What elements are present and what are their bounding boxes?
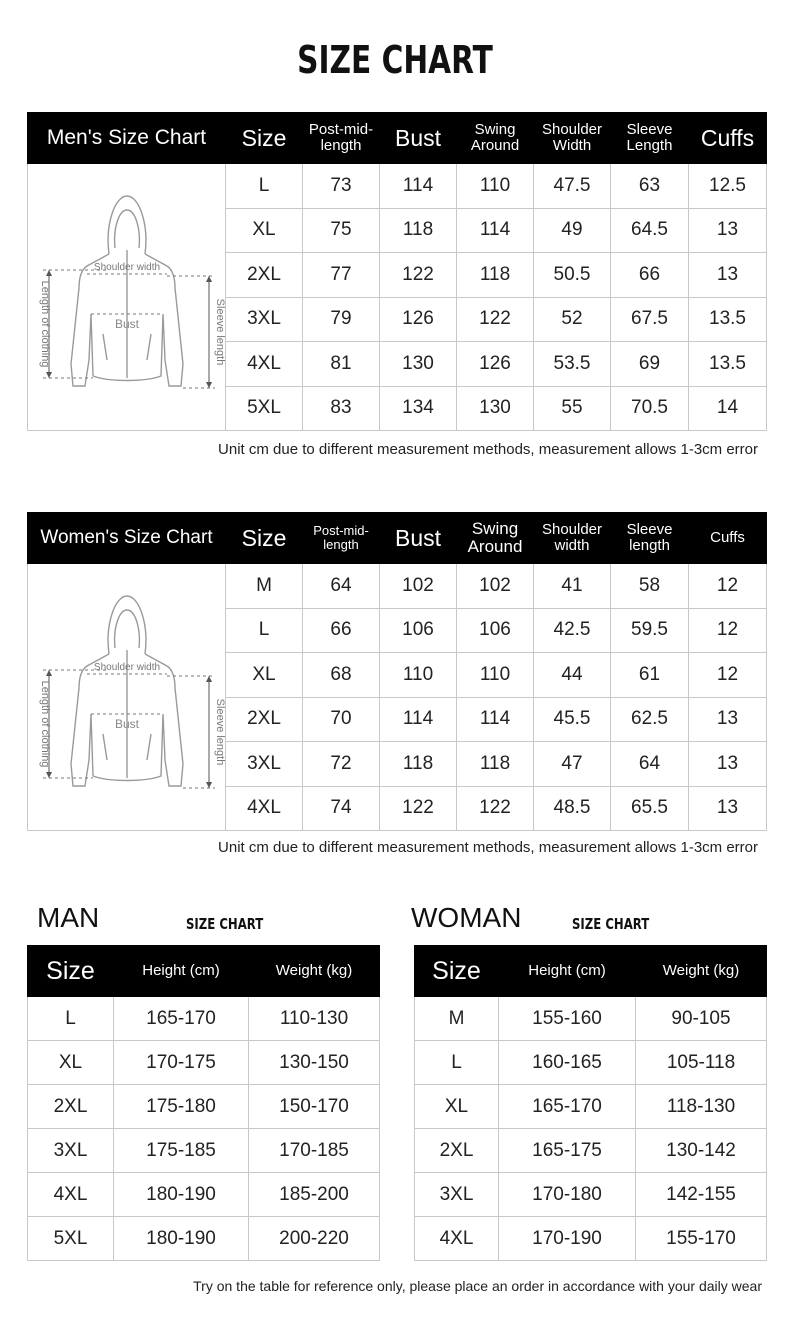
column-header-cuffs: Cuffs bbox=[689, 513, 767, 564]
value-cell: 105-118 bbox=[636, 1041, 767, 1085]
length-arrow-bottom-head bbox=[46, 372, 52, 378]
value-cell: 58 bbox=[611, 564, 689, 609]
value-cell: 110 bbox=[457, 653, 534, 698]
value-cell: 165-170 bbox=[114, 997, 249, 1041]
value-cell: 118 bbox=[380, 742, 457, 787]
value-cell: 49 bbox=[534, 208, 611, 253]
size-cell: XL bbox=[28, 1041, 114, 1085]
value-cell: 63 bbox=[611, 164, 689, 209]
value-cell: 48.5 bbox=[534, 786, 611, 831]
value-cell: 102 bbox=[457, 564, 534, 609]
jacket-pocket-right bbox=[147, 334, 151, 360]
value-cell: 79 bbox=[303, 297, 380, 342]
value-cell: 55 bbox=[534, 386, 611, 431]
value-cell: 118 bbox=[380, 208, 457, 253]
value-cell: 45.5 bbox=[534, 697, 611, 742]
shoulder-width-label: Shoulder width bbox=[93, 262, 160, 273]
jacket-diagram bbox=[29, 164, 225, 424]
column-header-weight: Weight (kg) bbox=[249, 946, 380, 997]
shoulder-width-label: Shoulder width bbox=[93, 662, 160, 673]
value-cell: 150-170 bbox=[249, 1085, 380, 1129]
mens-unit-note: Unit cm due to different measurement methods, measurement allows 1-3cm error bbox=[218, 441, 758, 458]
column-header-post-mid-length: Post-mid-length bbox=[303, 513, 380, 564]
value-cell: 70 bbox=[303, 697, 380, 742]
size-cell: XL bbox=[226, 653, 303, 698]
size-cell: L bbox=[226, 164, 303, 209]
column-header-shoulder-width: Shoulder width bbox=[534, 513, 611, 564]
sleeve-length-label: Sleeve length bbox=[213, 298, 225, 366]
value-cell: 13 bbox=[689, 208, 767, 253]
size-cell: 2XL bbox=[226, 253, 303, 298]
table-header-row bbox=[415, 946, 767, 997]
size-cell: 4XL bbox=[226, 342, 303, 387]
value-cell: 122 bbox=[457, 786, 534, 831]
length-of-clothing-label: Length of clothing bbox=[38, 680, 51, 768]
value-cell: 12 bbox=[689, 608, 767, 653]
value-cell: 74 bbox=[303, 786, 380, 831]
column-header-swing-around: Swing Around bbox=[457, 113, 534, 164]
value-cell: 114 bbox=[380, 164, 457, 209]
value-cell: 72 bbox=[303, 742, 380, 787]
value-cell: 122 bbox=[457, 297, 534, 342]
size-cell: 2XL bbox=[415, 1129, 499, 1173]
value-cell: 200-220 bbox=[249, 1217, 380, 1261]
footer-note: Try on the table for reference only, please place an order in accordance with your daily wear bbox=[193, 1278, 762, 1294]
value-cell: 81 bbox=[303, 342, 380, 387]
table-row bbox=[415, 1085, 767, 1129]
size-cell: 3XL bbox=[226, 742, 303, 787]
man-height-weight-table bbox=[27, 945, 380, 1261]
value-cell: 62.5 bbox=[611, 697, 689, 742]
value-cell: 67.5 bbox=[611, 297, 689, 342]
value-cell: 130-150 bbox=[249, 1041, 380, 1085]
column-header-shoulder-width: Shoulder Width bbox=[534, 113, 611, 164]
value-cell: 175-180 bbox=[114, 1085, 249, 1129]
size-cell: M bbox=[226, 564, 303, 609]
value-cell: 14 bbox=[689, 386, 767, 431]
value-cell: 122 bbox=[380, 786, 457, 831]
value-cell: 102 bbox=[380, 564, 457, 609]
column-header-height: Height (cm) bbox=[499, 946, 636, 997]
size-cell: 4XL bbox=[28, 1173, 114, 1217]
column-header-size: Size bbox=[226, 113, 303, 164]
value-cell: 13 bbox=[689, 253, 767, 298]
value-cell: 110-130 bbox=[249, 997, 380, 1041]
value-cell: 130 bbox=[380, 342, 457, 387]
column-header-size: Size bbox=[28, 946, 114, 997]
value-cell: 110 bbox=[380, 653, 457, 698]
value-cell: 155-160 bbox=[499, 997, 636, 1041]
sleeve-arrow-bottom-head bbox=[206, 382, 212, 388]
jacket-pocket-right bbox=[147, 734, 151, 760]
value-cell: 118-130 bbox=[636, 1085, 767, 1129]
womens-size-chart-table bbox=[27, 512, 767, 831]
man-size-chart-label: SIZE CHART bbox=[186, 915, 264, 933]
bust-label: Bust bbox=[114, 317, 139, 331]
table-row bbox=[415, 997, 767, 1041]
value-cell: 50.5 bbox=[534, 253, 611, 298]
value-cell: 170-185 bbox=[249, 1129, 380, 1173]
column-header-sleeve-length: Sleeve length bbox=[611, 513, 689, 564]
page-title: SIZE CHART bbox=[297, 38, 493, 82]
size-cell: 2XL bbox=[28, 1085, 114, 1129]
value-cell: 70.5 bbox=[611, 386, 689, 431]
value-cell: 114 bbox=[457, 697, 534, 742]
column-header-size: Size bbox=[226, 513, 303, 564]
value-cell: 118 bbox=[457, 742, 534, 787]
table-label: Men's Size Chart bbox=[28, 113, 226, 164]
value-cell: 12.5 bbox=[689, 164, 767, 209]
value-cell: 52 bbox=[534, 297, 611, 342]
value-cell: 73 bbox=[303, 164, 380, 209]
sleeve-arrow-top-head bbox=[206, 676, 212, 682]
length-arrow-top-head bbox=[46, 670, 52, 676]
size-cell: 5XL bbox=[28, 1217, 114, 1261]
value-cell: 155-170 bbox=[636, 1217, 767, 1261]
jacket-hood-inner bbox=[114, 610, 139, 648]
value-cell: 68 bbox=[303, 653, 380, 698]
jacket-diagram bbox=[29, 564, 225, 824]
length-arrow-top-head bbox=[46, 270, 52, 276]
column-header-swing-around: Swing Around bbox=[457, 513, 534, 564]
value-cell: 41 bbox=[534, 564, 611, 609]
table-row bbox=[28, 997, 380, 1041]
value-cell: 75 bbox=[303, 208, 380, 253]
length-arrow-bottom-head bbox=[46, 772, 52, 778]
column-header-bust: Bust bbox=[380, 113, 457, 164]
table-row bbox=[28, 1129, 380, 1173]
size-cell: XL bbox=[226, 208, 303, 253]
value-cell: 47 bbox=[534, 742, 611, 787]
value-cell: 83 bbox=[303, 386, 380, 431]
jacket-hood-inner bbox=[114, 210, 139, 248]
jacket-pocket-left bbox=[103, 734, 107, 760]
jacket-diagram-cell bbox=[28, 564, 226, 831]
value-cell: 13.5 bbox=[689, 342, 767, 387]
size-cell: 3XL bbox=[28, 1129, 114, 1173]
jacket-hood-outline bbox=[108, 196, 146, 254]
value-cell: 65.5 bbox=[611, 786, 689, 831]
value-cell: 114 bbox=[380, 697, 457, 742]
value-cell: 64 bbox=[611, 742, 689, 787]
value-cell: 106 bbox=[457, 608, 534, 653]
value-cell: 175-185 bbox=[114, 1129, 249, 1173]
woman-height-weight-table bbox=[414, 945, 767, 1261]
value-cell: 106 bbox=[380, 608, 457, 653]
table-header-row bbox=[28, 513, 767, 564]
size-cell: 4XL bbox=[226, 786, 303, 831]
table-row bbox=[28, 1041, 380, 1085]
table-row bbox=[415, 1041, 767, 1085]
womens-unit-note: Unit cm due to different measurement methods, measurement allows 1-3cm error bbox=[218, 839, 758, 856]
table-row bbox=[28, 1217, 380, 1261]
value-cell: 130 bbox=[457, 386, 534, 431]
table-row bbox=[28, 564, 767, 609]
value-cell: 126 bbox=[380, 297, 457, 342]
length-of-clothing-label: Length of clothing bbox=[38, 280, 51, 368]
value-cell: 90-105 bbox=[636, 997, 767, 1041]
value-cell: 160-165 bbox=[499, 1041, 636, 1085]
jacket-pocket-left bbox=[103, 334, 107, 360]
size-cell: 3XL bbox=[415, 1173, 499, 1217]
size-cell: L bbox=[28, 997, 114, 1041]
size-cell: M bbox=[415, 997, 499, 1041]
value-cell: 170-190 bbox=[499, 1217, 636, 1261]
value-cell: 42.5 bbox=[534, 608, 611, 653]
jacket-hood-outline bbox=[108, 596, 146, 654]
value-cell: 170-175 bbox=[114, 1041, 249, 1085]
column-header-weight: Weight (kg) bbox=[636, 946, 767, 997]
value-cell: 61 bbox=[611, 653, 689, 698]
jacket-diagram-cell bbox=[28, 164, 226, 431]
column-header-bust: Bust bbox=[380, 513, 457, 564]
value-cell: 170-180 bbox=[499, 1173, 636, 1217]
size-cell: XL bbox=[415, 1085, 499, 1129]
value-cell: 64 bbox=[303, 564, 380, 609]
table-row bbox=[28, 164, 767, 209]
value-cell: 130-142 bbox=[636, 1129, 767, 1173]
column-header-sleeve-length: Sleeve Length bbox=[611, 113, 689, 164]
value-cell: 59.5 bbox=[611, 608, 689, 653]
woman-heading: WOMAN bbox=[411, 902, 522, 933]
value-cell: 165-175 bbox=[499, 1129, 636, 1173]
table-row bbox=[415, 1129, 767, 1173]
table-header-row bbox=[28, 946, 380, 997]
table-label: Women's Size Chart bbox=[28, 513, 226, 564]
value-cell: 53.5 bbox=[534, 342, 611, 387]
value-cell: 118 bbox=[457, 253, 534, 298]
value-cell: 13 bbox=[689, 742, 767, 787]
column-header-cuffs: Cuffs bbox=[689, 113, 767, 164]
value-cell: 12 bbox=[689, 653, 767, 698]
man-heading: MAN bbox=[37, 902, 100, 933]
value-cell: 142-155 bbox=[636, 1173, 767, 1217]
column-header-size: Size bbox=[415, 946, 499, 997]
size-cell: 4XL bbox=[415, 1217, 499, 1261]
bust-label: Bust bbox=[114, 717, 139, 731]
table-row bbox=[28, 1173, 380, 1217]
value-cell: 134 bbox=[380, 386, 457, 431]
value-cell: 114 bbox=[457, 208, 534, 253]
table-row bbox=[28, 1085, 380, 1129]
value-cell: 66 bbox=[303, 608, 380, 653]
table-header-row bbox=[28, 113, 767, 164]
value-cell: 180-190 bbox=[114, 1173, 249, 1217]
sleeve-arrow-bottom-head bbox=[206, 782, 212, 788]
column-header-post-mid-length: Post-mid-length bbox=[303, 113, 380, 164]
value-cell: 13.5 bbox=[689, 297, 767, 342]
size-cell: 3XL bbox=[226, 297, 303, 342]
value-cell: 122 bbox=[380, 253, 457, 298]
value-cell: 66 bbox=[611, 253, 689, 298]
value-cell: 180-190 bbox=[114, 1217, 249, 1261]
table-row bbox=[415, 1173, 767, 1217]
value-cell: 44 bbox=[534, 653, 611, 698]
value-cell: 185-200 bbox=[249, 1173, 380, 1217]
table-row bbox=[415, 1217, 767, 1261]
woman-size-chart-label: SIZE CHART bbox=[572, 915, 650, 933]
value-cell: 13 bbox=[689, 786, 767, 831]
value-cell: 126 bbox=[457, 342, 534, 387]
value-cell: 64.5 bbox=[611, 208, 689, 253]
value-cell: 47.5 bbox=[534, 164, 611, 209]
value-cell: 165-170 bbox=[499, 1085, 636, 1129]
value-cell: 12 bbox=[689, 564, 767, 609]
size-cell: 5XL bbox=[226, 386, 303, 431]
size-cell: L bbox=[226, 608, 303, 653]
value-cell: 69 bbox=[611, 342, 689, 387]
value-cell: 110 bbox=[457, 164, 534, 209]
size-cell: L bbox=[415, 1041, 499, 1085]
value-cell: 77 bbox=[303, 253, 380, 298]
column-header-height: Height (cm) bbox=[114, 946, 249, 997]
mens-size-chart-table bbox=[27, 112, 767, 431]
value-cell: 13 bbox=[689, 697, 767, 742]
size-cell: 2XL bbox=[226, 697, 303, 742]
sleeve-arrow-top-head bbox=[206, 276, 212, 282]
sleeve-length-label: Sleeve length bbox=[213, 698, 225, 766]
